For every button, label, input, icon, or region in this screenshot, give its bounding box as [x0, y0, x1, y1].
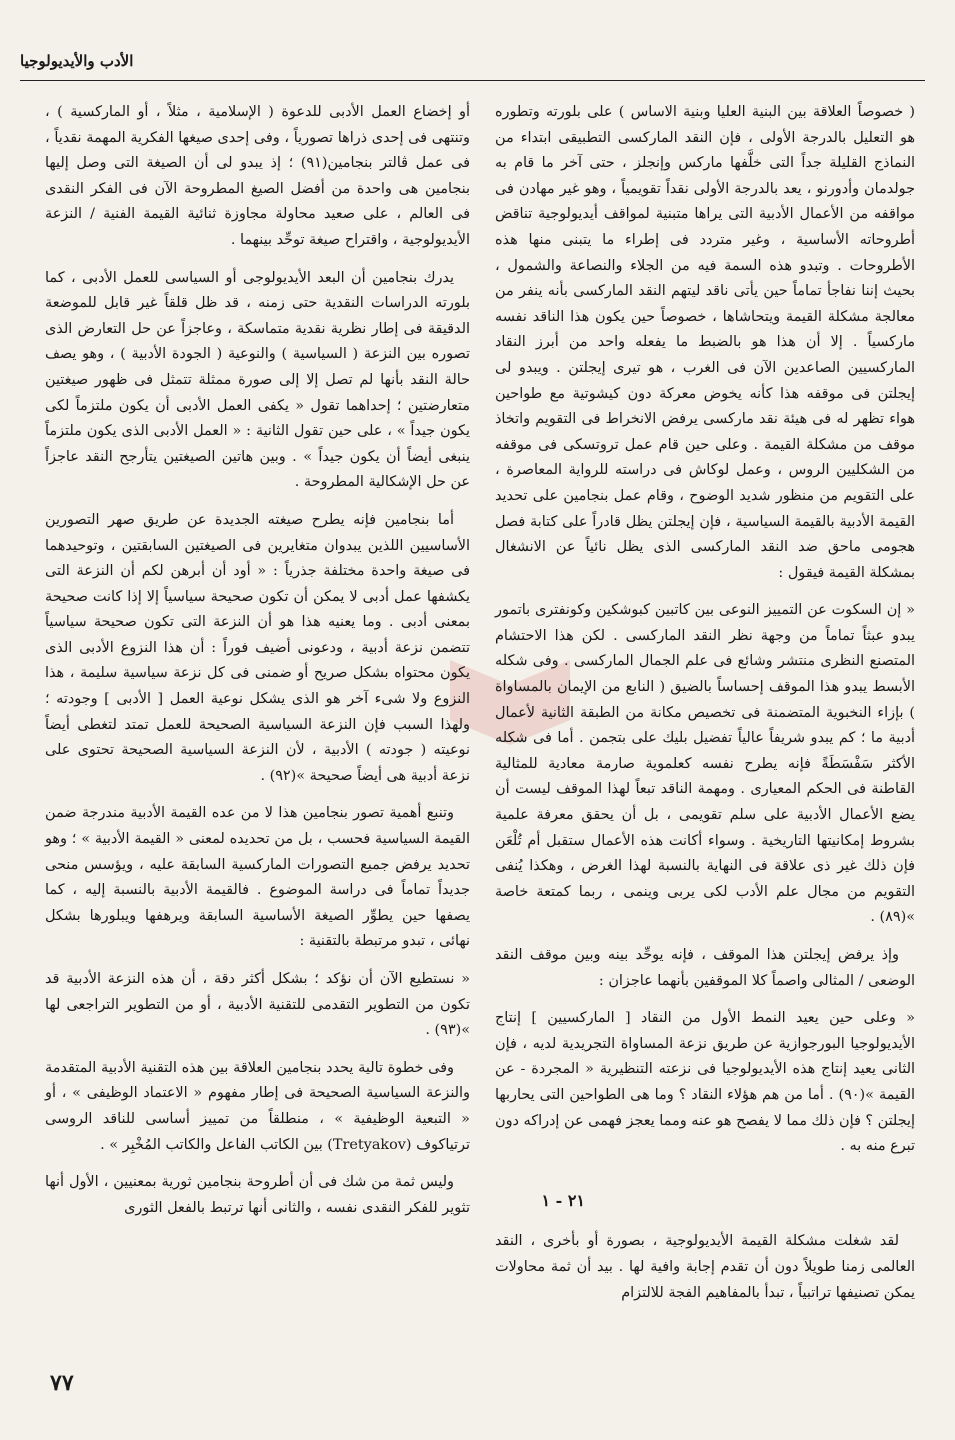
right-quote-1: « إن السكوت عن التمييز النوعى بين كاتبين كبوشكين وكونفترى باتمور يبدو عبثاً تماماً من وجهة نظر النقد الماركسى . لكن هذا الاحتشام المتصنع النظرى منتشر وشائع فى علم الجمال الماركسى . وفى شكله الأبسط يبدو هذا الموقف إحساساً بالضيق ( النابع من الإيمان بالمساواة ) بإزاء النخبوية المتضمنة فى تخصيص مكانة من الطبقة الثانية لأعمال أدبية ما ؛ كم يبدو شريفاً عالياً تفضيل بليك على بتجمن . أما فى شكله الأكثر سَفْسَطَةً فإنه يطرح نفسه كعلموية صارمة معادية للمثالية القاطنة فى الحكم المعيارى . ومهمة الناقد تبعاً لهذا الموقف ليست أن يضع الأعمال الأدبية على سلم تقويمى ، بل أن يحقق معرفة علمية بشروط إمكانيتها التاريخية . وسواء أكانت هذه الأعمال ستقبل أم تُلْعَن فإن ذلك غير ذى علاقة فى النهاية بالنسبة لهذا الغرض ، وهكذا يُنفى التقويم من مجال علم الأدب لكى يربى وينمى ، ربما كمتعة خاصة »(٨٩) . [495, 602, 915, 926]
left-paragraph-3: أما بنجامين فإنه يطرح صيغته الجديدة عن طريق صهر التصورين الأساسيين اللذين يبدوان متغايرين فى الصيغتين السابقتين ، وتوحيدهما فى صيغة واحدة مختلفة جذرياً : « أود أن أبرهن لكم أن النزعة التى يكشفها عمل أدبى لا يمكن أن تكون صحيحة سياسياً إلا إذا كانت صحيحة بمعنى أدبى . وما يعنيه هذا هو أن النزعة التى تكون صحيحة سياسياً تتضمن نزعة أدبية ، ودعونى أضيف فوراً : أن هذا النزوع الأدبى الذى يكون محتواه بشكل صريح أو ضمنى فى كل نزعة سياسية سليمة ، هذا النزوع ولا شىء آخر هو الذى يشكل نوعية العمل [ الأدبى ] وجودته ؛ ولهذا السبب فإن النزعة السياسية الصحيحة للعمل تمتد لتغطى أيضاً نوعيته ( جودته ) الأدبية ، لأن النزعة السياسية الصحيحة تحتوى على نزعة أدبية هى أيضاً صحيحة »(٩٢) . [45, 511, 470, 784]
right-column [495, 100, 915, 1318]
right-quote-2: « وعلى حين يعيد النمط الأول من النقاد [ الماركسيين ] إنتاج الأيديولوجيا البورجوازية عن طريق نزعة المساواة التجريدية لديه ، فإن الثانى يعيد إنتاج هذه الأيديولوجيا فى نزعته التنظيرية « المجردة - عن القيمة »(٩٠) . أما من هم هؤلاء النقاد ؟ وما هى الطواحين التى يحاربها إيجلتن ؟ فإن ذلك مما لا يفصح هو عنه ومما يعجز فهمى عن إدراكه دون تبرع منه به . [495, 1010, 915, 1155]
section-number: ٢١ - ١ [541, 1190, 585, 1210]
header-rule [20, 80, 925, 81]
page-number: ٧٧ [50, 1370, 74, 1396]
right-paragraph-1: ( خصوصاً العلاقة بين البنية العليا وبنية الاساس ) على بلورته وتطوره هو التعليل بالدرجة الأولى ، فإن النقد الماركسى التطبيقى ابتداء من النماذج القليلة جداً التى خلَّفها ماركس وإنجلز ، حتى آخر ما قام به جولدمان وأدورنو ، يعد بالدرجة الأولى نقداً تقويمياً ، وهو غير مهادن فى مواقفه من الأعمال الأدبية التى يراها متبنية لمواقف أيديولوجية تناقض أطروحاته الأساسية ، وغير متردد فى إطراء ما يتبنى منها هذه الأطروحات . وتبدو هذه السمة فيه من الجلاء والنصاعة والشمول ، بحيث إننا نفاجأ تماماً حين يأتى ناقد ليتهم النقد الماركسى بأنه ينفر من معالجة مشكلة القيمة ويتحاشاها ، خصوصاً حين يكون هذا الناقد نفسه ماركسياً . إلا أن هذا هو بالضبط ما يفعله واحد من أبرز النقاد الماركسيين الصاعدين الآن فى الغرب ، هو تيرى إيجلتن . ويبدو لى إيجلتن فى موقفه هذا كأنه يخوض معركة دون كيشوتية مع طواحين هواء تظهر له فى هيئة نقد ماركسى يرفض الانخراط فى التقويم واتخاذ موقف من مشكلة القيمة . وعلى حين قام عمل تروتسكى فى موقفه من الشكليين الروس ، وعمل لوكاش فى دراسته للرواية المعاصرة ، على التقويم من منظور شديد الوضوح ، وقام عمل بنجامين على تحديد القيمة الأدبية بالقيمة السياسية ، فإن إيجلتن يظل قادراً على كتابة فصل هجومى ماحق ضد النقد الماركسى الذى يظل نائياً عن الانشغال بمشكلة القيمة فيقول : [495, 104, 915, 581]
right-closing-paragraph: لقد شغلت مشكلة القيمة الأيديولوجية ، بصورة أو بأخرى ، النقد العالمى زمنا طويلاً دون أن تقدم إجابة وافية لها . بيد أن ثمة محاولات يمكن تصنيفها تراتبياً ، تبدأ بالمفاهيم الفجة للالتزام [495, 1233, 915, 1301]
left-paragraph-5: وفى خطوة تالية يحدد بنجامين العلاقة بين هذه التقنية الأدبية المتقدمة والنزعة السياسية الصحيحة فى إطار مفهوم « الاعتماد الوظيفى » ، أو « التبعية الوظيفية » ، منطلقاً من تمييز أساسى للناقد الروسى ترتياكوف (Tretyakov) بين الكاتب الفاعل والكاتب المُخْبِر » . [45, 1059, 470, 1153]
left-paragraph-4: وتنبع أهمية تصور بنجامين هذا لا من عده القيمة الأدبية مندرجة ضمن القيمة السياسية فحسب ، بل من تحديده لمعنى « القيمة الأدبية » ؛ وهو تحديد يرفض جميع التصورات الماركسية السابقة عليه ، ويؤسس منحى جديداً تماماً فى دراسة الموضوع . فالقيمة الأدبية بالنسبة إليه ، كما يصفها حين يطوِّر الصيغة الأساسية السابقة ويرهفها ويبلورها بشكل نهائى ، تبدو مرتبطة بالتقنية : [45, 805, 470, 950]
left-paragraph-6: وليس ثمة من شك فى أن أطروحة بنجامين ثورية بمعنيين ، الأول أنها تثوير للفكر النقدى نفسه ، والثانى أنها ترتبط بالفعل الثورى [45, 1174, 470, 1216]
left-paragraph-2: يدرك بنجامين أن البعد الأيديولوجى أو السياسى للعمل الأدبى ، كما بلورته الدراسات النقدية حتى زمنه ، قد ظل قلقاً غير قابل للموضعة الدقيقة فى إطار نظرية نقدية متماسكة ، وعاجزاً عن حل التعارض الذى تصوره بين النزعة ( السياسية ) والنوعية ( الجودة الأدبية ) ، وهو يصف حالة النقد بأنها لم تصل إلا إلى صورة ممثلة تتمثل فى ظهور صيغتين متعارضتين ؛ إحداهما تقول « يكفى العمل الأدبى أن يكون ملتزماً لكى يكون جيداً » ، على حين تقول الثانية : « العمل الأدبى الذى يكون ملتزماً ينبغى أيضاً أن يكون جيداً » . وبين هاتين الصيغتين يتأرجح النقد عاجزاً عن حل الإشكالية المطروحة . [45, 269, 470, 491]
left-quote: « نستطيع الآن أن نؤكد ؛ بشكل أكثر دقة ، أن هذه النزعة الأدبية قد تكون من التطوير التقدمى للتقنية الأدبية ، أو من التطوير التراجعى لها »(٩٣) . [45, 971, 470, 1039]
running-header: الأدب والأيديولوجيا [20, 52, 134, 70]
left-column [45, 100, 470, 1233]
right-paragraph-2: وإذ يرفض إيجلتن هذا الموقف ، فإنه يوحِّد بينه وبين موقف النقد الوضعى / المثالى واصماً كلا الموقفين بأنهما عاجزان : [495, 947, 915, 989]
left-paragraph-1: أو إخضاع العمل الأدبى للدعوة ( الإسلامية ، مثلاً ، أو الماركسية ) ، وتنتهى فى إحدى ذراها تصورياً ، وفى إحدى صيغها الفكرية المهمة نقدياً ، فى عمل ڤالتر بنجامين(٩١) ؛ إذ يبدو لى أن الصيغة التى وصل إليها بنجامين هى واحدة من أفضل الصيغ المطروحة الآن فى الفكر النقدى فى العالم ، على صعيد محاولة مجاوزة ثنائية القيمة الفنية / النزعة الأيديولوجية ، واقتراح صيغة توحِّد بينهما . [45, 104, 470, 248]
